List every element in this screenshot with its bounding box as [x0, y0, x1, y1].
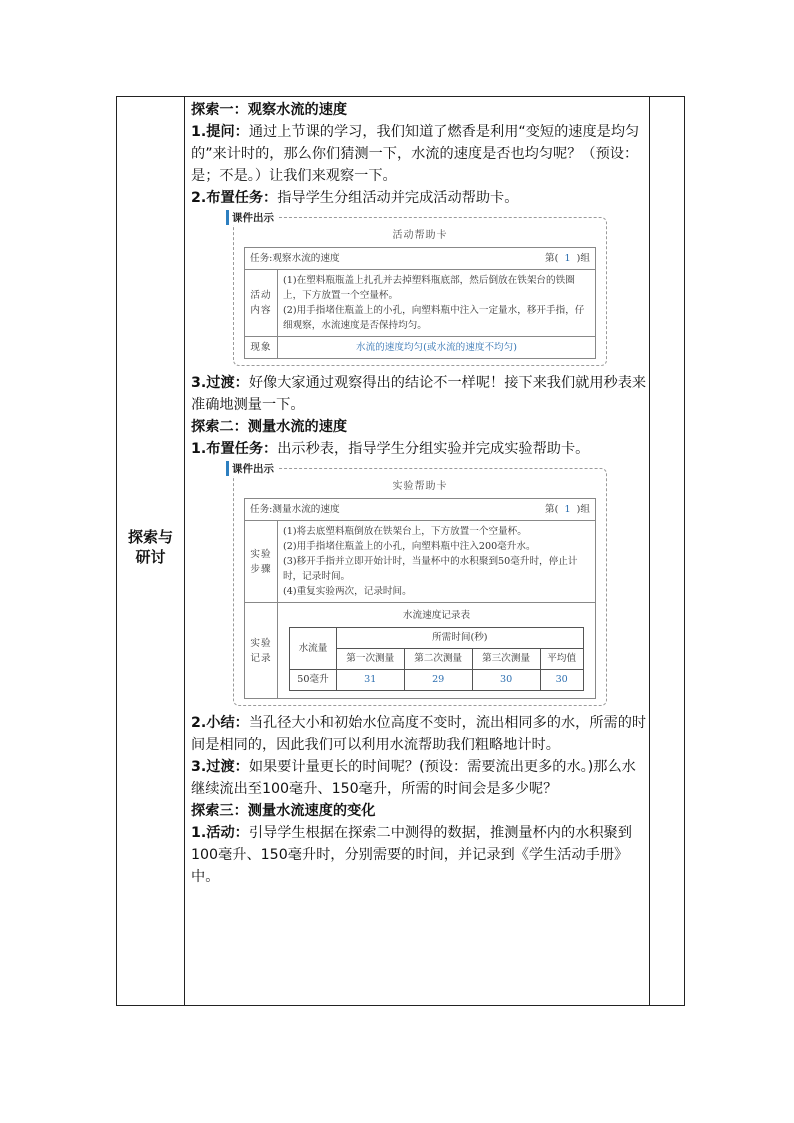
activity-card-table: 任务:观察水流的速度 第( 1 )组 活动内容 (1)在塑料瓶瓶盖上扎孔并去掉塑料瓶底部，然后倒放在铁架台的铁圈上，下方放置一个空量杯。 (2)用手指堵住瓶盖上的小孔，向塑料瓶中注入一定量水，移开手指，仔细观察，水流速度是否保持均匀。 现象 水流的速度均匀(或水流的速度不均匀) [244, 247, 596, 359]
explore1-heading: 探索一：观察水流的速度 [191, 102, 348, 118]
record-table-title: 水流速度记录表 [402, 610, 471, 621]
card-tag: 课件出示 [226, 461, 277, 476]
summary: 2.小结：当孔径大小和初始水位高度不变时，流出相同多的水，所需的时间是相同的，因此我们可以利用水流帮助我们粗略地计时。 [191, 715, 647, 753]
card-title: 实验帮助卡 [392, 481, 448, 492]
column-divider [184, 97, 185, 1005]
record-label: 实验记录 [245, 603, 278, 699]
explore2-heading: 探索二：测量水流的速度 [191, 419, 348, 435]
explore3-activity: 1.活动：引导学生根据在探索二中测得的数据，推测量杯内的水积聚到100毫升、150毫升时，分别需要的时间，并记录到《学生活动手册》中。 [191, 825, 632, 885]
phenomenon-label: 现象 [245, 337, 278, 359]
experiment-help-card [232, 463, 607, 706]
content-cell [191, 99, 649, 888]
card-tag: 课件出示 [226, 210, 277, 225]
content-label: 活动内容 [245, 270, 278, 337]
steps-label: 实验步骤 [245, 521, 278, 603]
transition1: 3.过渡：好像大家通过观察得出的结论不一样呢！接下来我们就用秒表来准确地测量一下。 [191, 375, 647, 413]
explore3-heading: 探索三：测量水流速度的变化 [191, 803, 376, 819]
record-table: 水流量 所需时间(秒) 第一次测量 第二次测量 第三次测量 平均值 50毫升 31 29 30 30 [289, 627, 584, 691]
explore2-task: 1.布置任务：出示秒表，指导学生分组实验并完成实验帮助卡。 [191, 441, 590, 457]
row-label: 探索与 研讨 [127, 528, 173, 566]
column-divider [649, 97, 650, 1005]
transition2: 3.过渡：如果要计量更长的时间呢？(预设：需要流出更多的水。)那么水继续流出至100毫升、150毫升，所需的时间会是多少呢？ [191, 759, 636, 797]
explore1-question: 1.提问：通过上节课的学习，我们知道了燃香是利用“变短的速度是均匀的”来计时的，那么你们猜测一下，水流的速度是否也均匀呢？（预设：是；不是。）让我们来观察一下。 [191, 124, 640, 184]
experiment-card-table: 任务:测量水流的速度 第( 1 )组 实验步骤 (1)将去底塑料瓶倒放在铁架台上，下方放置一个空量杯。 (2)用手指堵住瓶盖上的小孔，向塑料瓶中注入200毫升水。 (3)移开手指并立即开始计时，当量杯中的水积聚到50毫升时，停止计时，记录时间。 (4)重复实验两次，记录时间。 实验记录 水流速度记录表 水流量 所需时间(秒) 第一次测量 第二次测量 第三次测量 平均值 50毫升 31 29 30 30 [244, 498, 596, 699]
steps-text: (1)将去底塑料瓶倒放在铁架台上，下方放置一个空量杯。 (2)用手指堵住瓶盖上的小孔，向塑料瓶中注入200毫升水。 (3)移开手指并立即开始计时，当量杯中的水积聚到50毫升时，停止计时，记录时间。 (4)重复实验两次，记录时间。 [278, 521, 596, 603]
phenomenon-value: 水流的速度均匀(或水流的速度不均匀) [278, 337, 596, 359]
activity-help-card [232, 212, 607, 366]
explore1-task: 2.布置任务：指导学生分组活动并完成活动帮助卡。 [191, 190, 519, 206]
card-title: 活动帮助卡 [392, 230, 448, 241]
content-text: (1)在塑料瓶瓶盖上扎孔并去掉塑料瓶底部，然后倒放在铁架台的铁圈上，下方放置一个空量杯。 (2)用手指堵住瓶盖上的小孔，向塑料瓶中注入一定量水，移开手指，仔细观察，水流速度是否保持均匀。 [278, 270, 596, 337]
lesson-table [116, 96, 685, 1006]
